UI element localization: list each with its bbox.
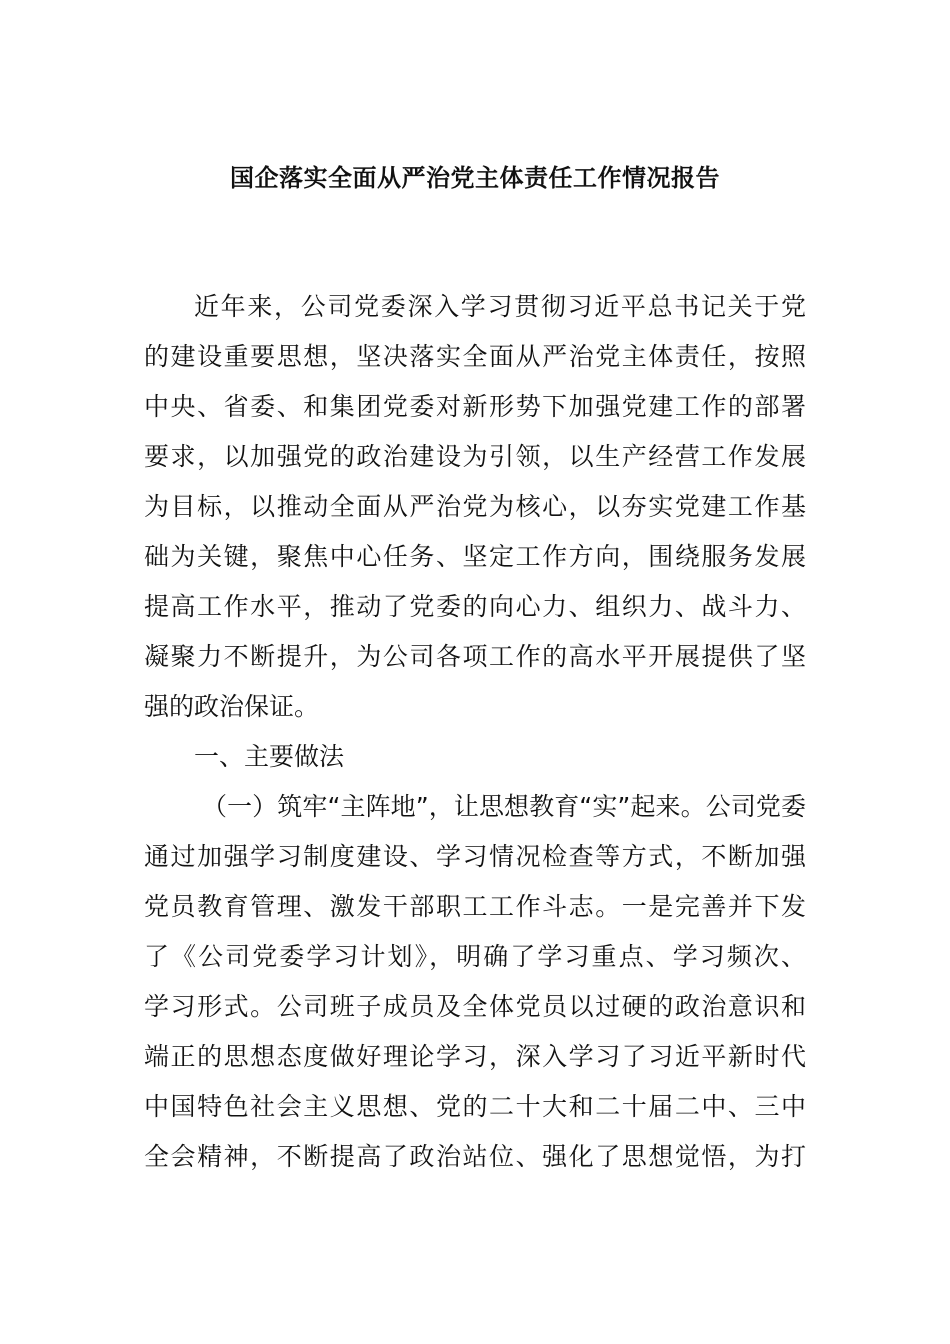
paragraph-line: 党员教育管理、激发干部职工工作斗志。一是完善并下发	[144, 892, 806, 921]
paragraph-line: 通过加强学习制度建设、学习情况检查等方式，不断加强	[144, 842, 806, 871]
document-body	[144, 282, 806, 1182]
paragraph-line: 学习形式。公司班子成员及全体党员以过硬的政治意识和	[144, 992, 806, 1021]
paragraph-line: 端正的思想态度做好理论学习，深入学习了习近平新时代	[144, 1042, 806, 1071]
paragraph-line: 础为关键，聚焦中心任务、坚定工作方向，围绕服务发展	[144, 542, 806, 571]
paragraph-line: 中国特色社会主义思想、党的二十大和二十届二中、三中	[144, 1092, 806, 1121]
paragraph-line: 的建设重要思想，坚决落实全面从严治党主体责任，按照	[144, 342, 806, 371]
paragraph-line: 强的政治保证。	[144, 692, 320, 721]
paragraph-line: 全会精神，不断提高了政治站位、强化了思想觉悟，为打	[144, 1142, 806, 1171]
paragraph-line: 提高工作水平，推动了党委的向心力、组织力、战斗力、	[144, 592, 806, 621]
section-heading: 一、主要做法	[194, 742, 345, 771]
subsection-heading-line: （一）筑牢“主阵地”，让思想教育“实”起来。公司党委	[202, 792, 806, 821]
paragraph-line: 凝聚力不断提升，为公司各项工作的高水平开展提供了坚	[144, 642, 806, 671]
paragraph-line: 为目标，以推动全面从严治党为核心，以夯实党建工作基	[144, 492, 806, 521]
paragraph-line: 了《公司党委学习计划》，明确了学习重点、学习频次、	[144, 942, 806, 971]
paragraph-line: 中央、省委、和集团党委对新形势下加强党建工作的部署	[144, 392, 806, 421]
document-title: 国企落实全面从严治党主体责任工作情况报告	[230, 164, 720, 192]
paragraph-line: 近年来，公司党委深入学习贯彻习近平总书记关于党	[194, 292, 806, 321]
paragraph-line: 要求，以加强党的政治建设为引领，以生产经营工作发展	[144, 442, 806, 471]
